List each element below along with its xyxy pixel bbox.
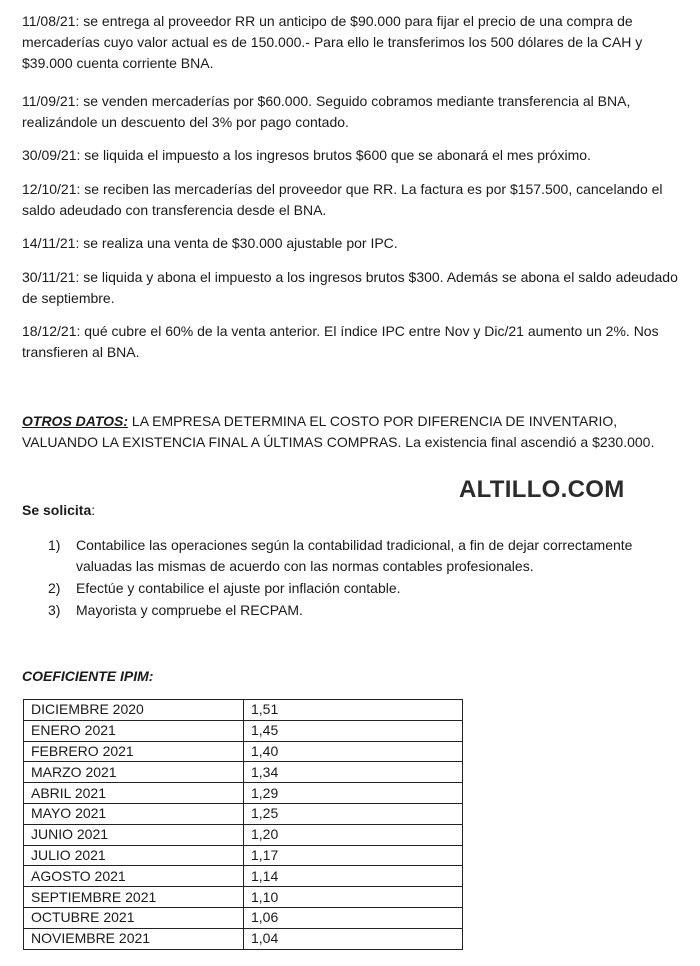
operation-paragraph: 18/12/21: qué cubre el 60% de la venta anterior. El índice IPC entre Nov y Dic/21 aumento un 2%. Nos transfieren al BNA. [22,323,659,360]
month-cell: MARZO 2021 [24,762,244,783]
value-cell: 1,06 [244,907,463,928]
table-row [24,803,463,824]
month-cell: NOVIEMBRE 2021 [24,928,244,949]
table-row [24,741,463,762]
list-item [48,600,688,621]
month-cell: JUNIO 2021 [24,824,244,845]
list-item-number: 3) [48,602,61,618]
month-cell: ENERO 2021 [24,720,244,741]
table-row [24,762,463,783]
operation-paragraph: 11/09/21: se venden mercaderías por $60.000. Seguido cobramos mediante transferencia al BNA, realizándole un descuento del 3% por pago contado. [22,93,631,130]
solicita-label: Se solicita [22,502,92,518]
list-item-number: 2) [48,580,61,596]
table-row [24,824,463,845]
requirements-list [48,535,688,622]
operation-paragraph: 12/10/21: se reciben las mercaderías del proveedor que RR. La factura es por $157.500, cancelando el saldo adeudado con transferencia desde el BNA. [22,181,663,218]
list-item-text: Efectúe y contabilice el ajuste por inflación contable. [76,580,401,596]
watermark-text: ALTILLO.COM [459,476,625,503]
month-cell: ABRIL 2021 [24,783,244,804]
ipim-table [23,699,463,950]
list-item-text: Mayorista y compruebe el RECPAM. [76,602,303,618]
month-cell: JULIO 2021 [24,845,244,866]
month-cell: OCTUBRE 2021 [24,907,244,928]
operation-paragraph: 30/09/21: se liquida el impuesto a los ingresos brutos $600 que se abonará el mes próximo. [22,147,591,163]
table-row [24,700,463,721]
value-cell: 1,40 [244,741,463,762]
month-cell: FEBRERO 2021 [24,741,244,762]
otros-datos-paragraph [22,411,682,453]
operation-paragraph: 11/08/21: se entrega al proveedor RR un anticipo de $90.000 para fijar el precio de una compra de mercaderías cuyo valor actual es de 150.000.- Para ello le transferimos los 500 dólares de la CAH y $39.000 cuenta corriente BNA. [22,13,643,71]
otros-datos-text: LA EMPRESA DETERMINA EL COSTO POR DIFERENCIA DE INVENTARIO, VALUANDO LA EXISTENCIA FINAL A ÚLTIMAS COMPRAS. La existencia final ascendió a $230.000. [22,413,655,450]
list-item-number: 1) [48,537,61,553]
value-cell: 1,29 [244,783,463,804]
value-cell: 1,20 [244,824,463,845]
list-item [48,578,688,599]
table-row [24,720,463,741]
value-cell: 1,51 [244,700,463,721]
value-cell: 1,04 [244,928,463,949]
table-row [24,866,463,887]
value-cell: 1,34 [244,762,463,783]
table-row [24,783,463,804]
value-cell: 1,45 [244,720,463,741]
solicita-colon: : [91,502,96,518]
month-cell: DICIEMBRE 2020 [24,700,244,721]
table-row [24,845,463,866]
value-cell: 1,14 [244,866,463,887]
value-cell: 1,25 [244,803,463,824]
month-cell: SEPTIEMBRE 2021 [24,887,244,908]
value-cell: 1,17 [244,845,463,866]
coeficiente-title: COEFICIENTE IPIM: [22,668,154,684]
table-row [24,907,463,928]
otros-datos-label: OTROS DATOS: [22,413,129,429]
solicita-heading [22,500,95,521]
operation-paragraph: 14/11/21: se realiza una venta de $30.000 ajustable por IPC. [22,235,398,251]
operation-paragraph: 30/11/21: se liquida y abona el impuesto a los ingresos brutos $300. Además se abona el saldo adeudado de septiembre. [22,269,678,306]
month-cell: MAYO 2021 [24,803,244,824]
list-item [48,535,688,577]
table-row [24,928,463,949]
table-row [24,887,463,908]
value-cell: 1,10 [244,887,463,908]
list-item-text: Contabilice las operaciones según la contabilidad tradicional, a fin de dejar correctamente valuadas las mismas de acuerdo con las normas contables profesionales. [76,537,633,574]
month-cell: AGOSTO 2021 [24,866,244,887]
